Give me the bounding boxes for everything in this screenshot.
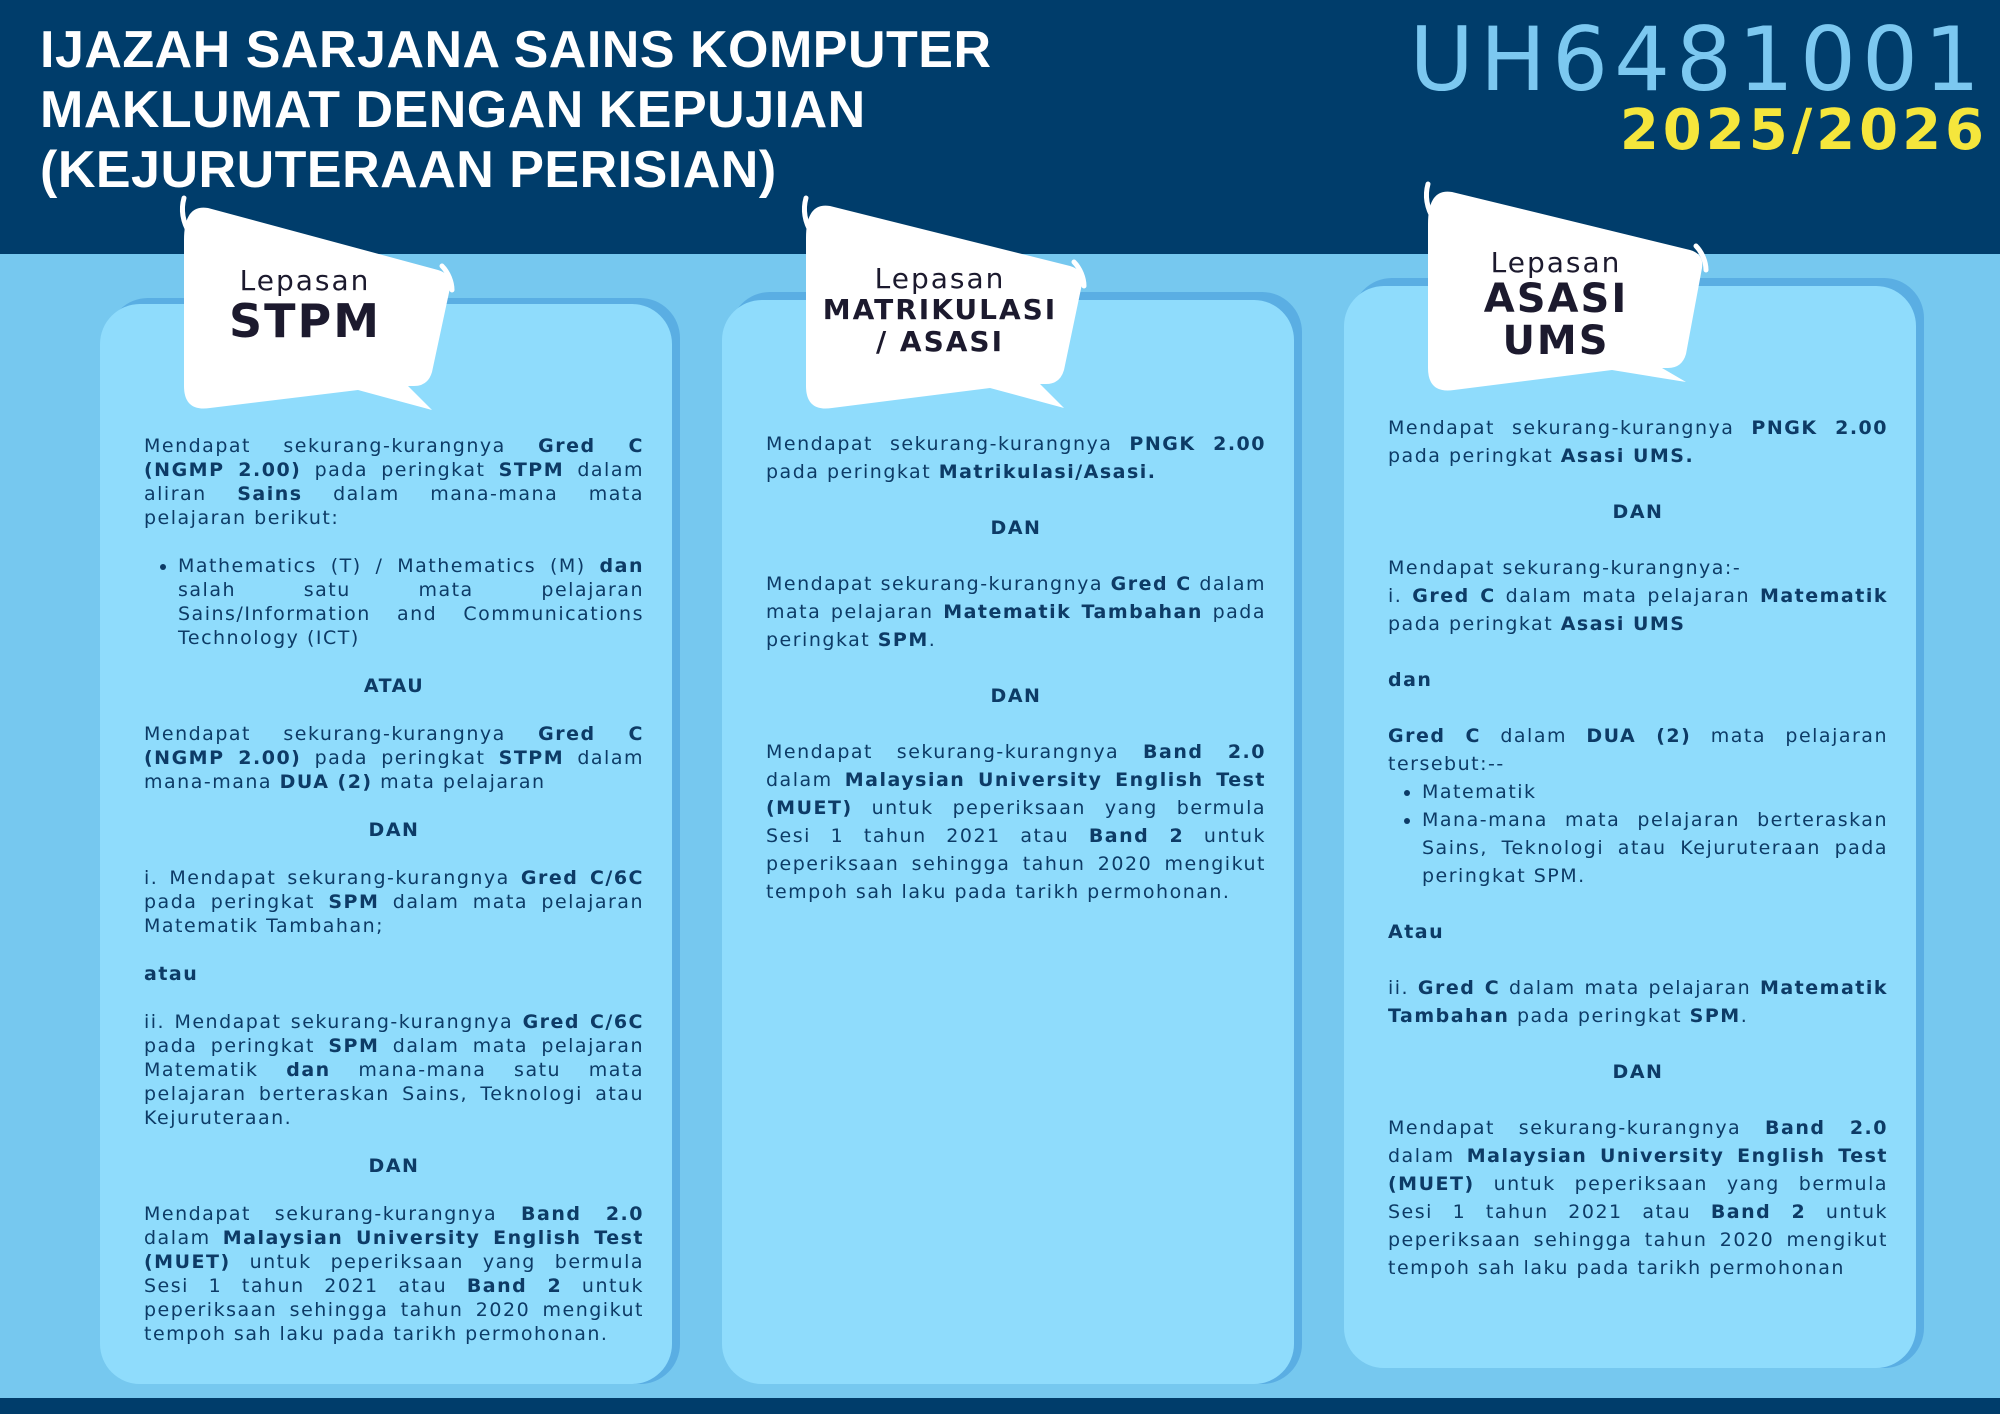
text: dalam mata pelajaran Matematik xyxy=(144,1035,644,1081)
text-bold: Gred C xyxy=(1110,573,1192,595)
matrik-dan-heading-1: DAN xyxy=(990,517,1042,539)
list-item: • Matematik xyxy=(1422,778,1888,806)
text-bold: PNGK 2.00 xyxy=(1129,433,1266,455)
text: dalam aliran xyxy=(144,459,644,505)
text-bold: Band 2 xyxy=(1088,825,1185,847)
stpm-subject-list xyxy=(144,554,644,650)
text: dalam xyxy=(766,769,845,791)
text: Mendapat sekurang-kurangnya xyxy=(766,741,1144,763)
text: untuk peperiksaan sehingga tahun 2020 mengikut tempoh sah laku pada tarikh permohonan. xyxy=(766,825,1266,903)
text-bold: Band 2.0 xyxy=(1765,1117,1888,1139)
text-bold: Matrikulasi/Asasi. xyxy=(938,461,1157,483)
text: dalam xyxy=(1480,725,1587,747)
text: i. Mendapat sekurang-kurangnya xyxy=(144,867,521,889)
matrik-card xyxy=(722,300,1294,1384)
stpm-paragraph-1 xyxy=(144,434,644,530)
text: untuk peperiksaan yang bermula Sesi 1 tahun 2021 atau xyxy=(766,797,1266,847)
matrik-bubble-label-big-1: MATRIKULASI xyxy=(822,293,1058,326)
stpm-paragraph-5 xyxy=(144,1202,644,1346)
text-bold: Malaysian University English Test (MUET) xyxy=(766,769,1266,819)
text: ii. Mendapat sekurang-kurangnya xyxy=(144,1011,523,1033)
stpm-dan-heading-1: DAN xyxy=(368,819,420,841)
text: Mendapat sekurang-kurangnya xyxy=(1388,1117,1766,1139)
text-bold: SPM xyxy=(1689,1005,1741,1027)
text-bold: DUA (2) xyxy=(279,771,373,793)
text-bold: DUA (2) xyxy=(1586,725,1692,747)
academic-session: 2025/2026 xyxy=(1619,98,1988,163)
text: pada peringkat xyxy=(144,891,329,913)
asasi-paragraph-5 xyxy=(1388,974,1888,1030)
programme-title xyxy=(40,20,1140,200)
text: Mendapat sekurang-kurangnya xyxy=(144,1203,522,1225)
text: mana-mana satu mata pelajaran berteraskan Sains, Teknologi atau Kejuruteraan. xyxy=(144,1059,644,1129)
asasi-paragraph-1 xyxy=(1388,414,1888,470)
text: Mendapat sekurang-kurangnya xyxy=(766,433,1130,455)
text: pada peringkat xyxy=(301,747,499,769)
text: . xyxy=(1740,1005,1749,1027)
stpm-card xyxy=(100,304,672,1384)
text: pada peringkat xyxy=(1388,445,1561,467)
text: mata pelajaran xyxy=(372,771,546,793)
text: Mendapat sekurang-kurangnya xyxy=(766,573,1111,595)
list-item xyxy=(178,554,644,650)
stpm-paragraph-4 xyxy=(144,1010,644,1130)
footer-band xyxy=(0,1398,2000,1414)
text-bold: STPM xyxy=(498,747,565,769)
text: dalam mana-mana mata pelajaran berikut: xyxy=(144,483,644,529)
stpm-dan-heading-2: DAN xyxy=(368,1155,420,1177)
asasi-paragraph-2: Mendapat sekurang-kurangnya:- xyxy=(1388,557,1742,579)
text: salah satu mata pelajaran Sains/Information and Communications Technology (ICT) xyxy=(178,579,644,649)
text: untuk peperiksaan sehingga tahun 2020 mengikut tempoh sah laku pada tarikh permohonan xyxy=(1388,1201,1888,1279)
text-bold: Matematik Tambahan xyxy=(943,601,1203,623)
asasi-card xyxy=(1344,286,1916,1368)
asasi-paragraph-6 xyxy=(1388,1114,1888,1282)
text: untuk peperiksaan yang bermula Sesi 1 tahun 2021 atau xyxy=(1388,1173,1888,1223)
text: . xyxy=(928,629,937,651)
text: dalam xyxy=(1388,1145,1467,1167)
stpm-bubble-label-small: Lepasan xyxy=(239,264,371,297)
text-bold: Band 2.0 xyxy=(1143,741,1266,763)
text-bold: STPM xyxy=(498,459,565,481)
text-bold: Band 2.0 xyxy=(521,1203,644,1225)
text-bold: Band 2 xyxy=(466,1275,563,1297)
asasi-bubble-label-big-1: ASASI xyxy=(1483,276,1629,322)
text: untuk peperiksaan sehingga tahun 2020 mengikut tempoh sah laku pada tarikh permohonan. xyxy=(144,1275,644,1345)
asasi-card-body xyxy=(1388,414,1888,1282)
matrik-dan-heading-2: DAN xyxy=(990,685,1042,707)
matrik-speech-bubble xyxy=(792,190,1092,420)
text: Mendapat sekurang-kurangnya xyxy=(1388,417,1752,439)
asasi-bubble-label-big-2: UMS xyxy=(1502,318,1610,364)
text: dalam mana-mana xyxy=(144,747,644,793)
text: dalam mata pelajaran Matematik Tambahan; xyxy=(144,891,644,937)
asasi-dan-heading-2: DAN xyxy=(1612,1061,1664,1083)
text-bold: Matematik xyxy=(1759,585,1888,607)
stpm-paragraph-2 xyxy=(144,722,644,794)
text-bold: Gred C xyxy=(1417,977,1501,999)
asasi-bubble-label-small: Lepasan xyxy=(1490,246,1622,279)
stpm-card-body xyxy=(144,434,644,1346)
text: pada peringkat xyxy=(766,461,939,483)
asasi-subject-list xyxy=(1388,778,1888,890)
text: mata pelajaran tersebut:-- xyxy=(1388,725,1888,775)
text-bold: Malaysian University English Test (MUET) xyxy=(1388,1145,1888,1195)
text-bold: SPM xyxy=(328,1035,380,1057)
text-bold: Gred C xyxy=(1388,725,1481,747)
stpm-bubble-label-big: STPM xyxy=(229,294,381,348)
text: pada peringkat xyxy=(144,1035,329,1057)
stpm-atau-heading: ATAU xyxy=(363,675,425,697)
text: pada peringkat xyxy=(301,459,499,481)
text: dalam xyxy=(144,1227,223,1249)
text-bold: Asasi UMS. xyxy=(1560,445,1695,467)
list-item: • Mana-mana mata pelajaran berteraskan Sains, Teknologi atau Kejuruteraan pada peringkat SPM. xyxy=(1422,806,1888,890)
matrik-paragraph-1 xyxy=(766,430,1266,486)
stpm-speech-bubble xyxy=(170,190,470,420)
text-bold: Gred C xyxy=(1412,585,1496,607)
asasi-dan-heading-1: DAN xyxy=(1612,501,1664,523)
matrik-bubble-label-big-2: / ASASI xyxy=(875,325,1005,358)
text-bold: Malaysian University English Test (MUET) xyxy=(144,1227,644,1273)
matrik-card-body xyxy=(766,430,1266,906)
text-bold: dan xyxy=(599,555,644,577)
text-bold: SPM xyxy=(877,629,929,651)
text-bold: Sains xyxy=(237,483,303,505)
text-bold: PNGK 2.00 xyxy=(1751,417,1888,439)
matrik-paragraph-3 xyxy=(766,738,1266,906)
asasi-dan-lower: dan xyxy=(1388,669,1433,691)
asasi-speech-bubble xyxy=(1414,176,1714,406)
text-bold: Gred C (NGMP 2.00) xyxy=(144,435,644,481)
stpm-paragraph-3 xyxy=(144,866,644,938)
asasi-paragraph-3 xyxy=(1388,582,1888,638)
asasi-atau-heading: Atau xyxy=(1388,921,1445,943)
text: Mendapat sekurang-kurangnya xyxy=(144,723,539,745)
text: Mendapat sekurang-kurangnya xyxy=(144,435,539,457)
programme-title-line-2: MAKLUMAT DENGAN KEPUJIAN xyxy=(40,81,866,139)
text-bold: Band 2 xyxy=(1710,1201,1807,1223)
text: dalam mata pelajaran xyxy=(1495,585,1760,607)
text: pada peringkat xyxy=(1388,613,1561,635)
text: dalam mata pelajaran xyxy=(1500,977,1760,999)
text-bold: Gred C/6C xyxy=(522,1011,644,1033)
asasi-paragraph-4 xyxy=(1388,722,1888,778)
programme-title-line-3: (KEJURUTERAAN PERISIAN) xyxy=(40,141,777,199)
matrik-bubble-label-small: Lepasan xyxy=(874,262,1006,295)
programme-title-line-1: IJAZAH SARJANA SAINS KOMPUTER xyxy=(40,21,992,79)
text-bold: Gred C (NGMP 2.00) xyxy=(144,723,644,769)
text-bold: Gred C/6C xyxy=(520,867,645,889)
text: Mathematics (T) / Mathematics (M) xyxy=(178,555,600,577)
stpm-atau-lower: atau xyxy=(144,963,199,985)
text-bold: Asasi UMS xyxy=(1560,613,1686,635)
text: dalam mata pelajaran xyxy=(766,573,1266,623)
text-bold: dan xyxy=(286,1059,331,1081)
text: i. xyxy=(1388,585,1413,607)
text-bold: SPM xyxy=(328,891,380,913)
matrik-paragraph-2 xyxy=(766,570,1266,654)
programme-code: UH6481001 xyxy=(1409,8,1986,111)
text: pada peringkat xyxy=(1509,1005,1690,1027)
text: ii. xyxy=(1388,977,1418,999)
text-bold: Matematik Tambahan xyxy=(1388,977,1889,1027)
text: pada peringkat xyxy=(766,601,1267,651)
text: untuk peperiksaan yang bermula Sesi 1 tahun 2021 atau xyxy=(144,1251,644,1297)
